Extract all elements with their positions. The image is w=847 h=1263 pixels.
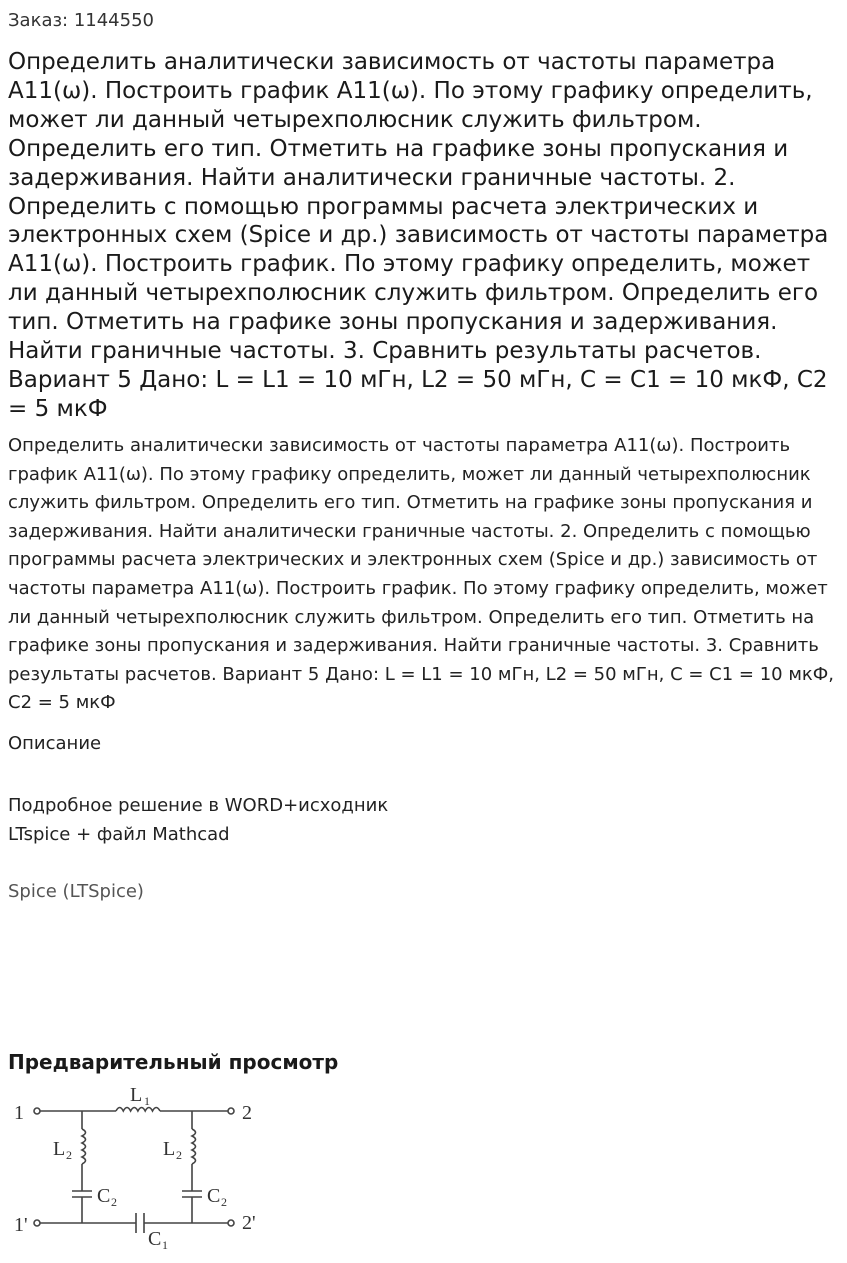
label-node-2: 2 (242, 1102, 252, 1124)
label-c1: C (148, 1228, 162, 1250)
label-l2-right: L (163, 1138, 176, 1160)
terminal-2 (228, 1108, 234, 1114)
description-line-solution: Подробное решение в WORD+исходник (8, 795, 389, 816)
software-tag[interactable]: Spice (LTSpice) (8, 881, 144, 902)
preview-heading: Предварительный просмотр (8, 1050, 339, 1074)
label-c2-right: C (207, 1185, 221, 1207)
label-c2-right-sub: 2 (221, 1195, 227, 1209)
circuit-preview (8, 1083, 268, 1255)
label-l2-left: L (53, 1138, 66, 1160)
terminal-2-prime (228, 1220, 234, 1226)
l1-inductor (116, 1108, 160, 1112)
task-description: Определить аналитически зависимость от частоты параметра А11(ω). Построить график А11(ω). По этому графику определить, может ли данный четырехполюсник служить фильтром. Определить его тип. Отметить на графике зоны пропускания и задерживания. Найти аналитически граничные частоты. 2. Определить с помощью программы расчета электрических и электронных схем (Spice и др.) зависимость от частоты параметра А11(ω). Построить график. По этому графику определить, может ли данный четырехполюсник служить фильтром. Определить его тип. Отметить на графике зоны пропускания и задерживания. Найти граничные частоты. 3. Сравнить результаты расчетов. Вариант 5 Дано: L = L1 = 10 мГн, L2 = 50 мГн, C = C1 = 10 мкФ, C2 = 5 мкФ (8, 435, 835, 714)
label-node-1: 1 (14, 1102, 24, 1124)
label-l2-left-sub: 2 (66, 1148, 72, 1162)
order-number: Заказ: 1144550 (8, 10, 154, 31)
label-node-1-prime: 1' (14, 1214, 28, 1236)
label-c1-sub: 1 (162, 1238, 168, 1252)
label-c2-left-sub: 2 (111, 1195, 117, 1209)
label-l1-sub: 1 (144, 1094, 150, 1108)
right-shunt-branch (182, 1111, 202, 1223)
label-c2-left: C (97, 1185, 111, 1207)
left-shunt-branch (72, 1111, 92, 1223)
terminal-1 (34, 1108, 40, 1114)
label-node-2-prime: 2' (242, 1212, 256, 1234)
label-l2-right-sub: 2 (176, 1148, 182, 1162)
c1-capacitor (136, 1213, 144, 1233)
label-l1: L (130, 1084, 143, 1106)
description-line-files: LTspice + файл Mathcad (8, 824, 230, 845)
terminal-1-prime (34, 1220, 40, 1226)
description-heading: Описание (8, 733, 102, 754)
task-title: Определить аналитически зависимость от частоты параметра А11(ω). Построить график А11(ω). По этому графику определить, может ли данный четырехполюсник служить фильтром. Определить его тип. Отметить на графике зоны пропускания и задерживания. Найти аналитически граничные частоты. 2. Определить с помощью программы расчета электрических и электронных схем (Spice и др.) зависимость от частоты параметра А11(ω). Построить график. По этому графику определить, может ли данный четырехполюсник служить фильтром. Определить его тип. Отметить на графике зоны пропускания и задерживания. Найти граничные частоты. 3. Сравнить результаты расчетов. Вариант 5 Дано: L = L1 = 10 мГн, L2 = 50 мГн, C = C1 = 10 мкФ, C2 = 5 мкФ (8, 49, 829, 422)
